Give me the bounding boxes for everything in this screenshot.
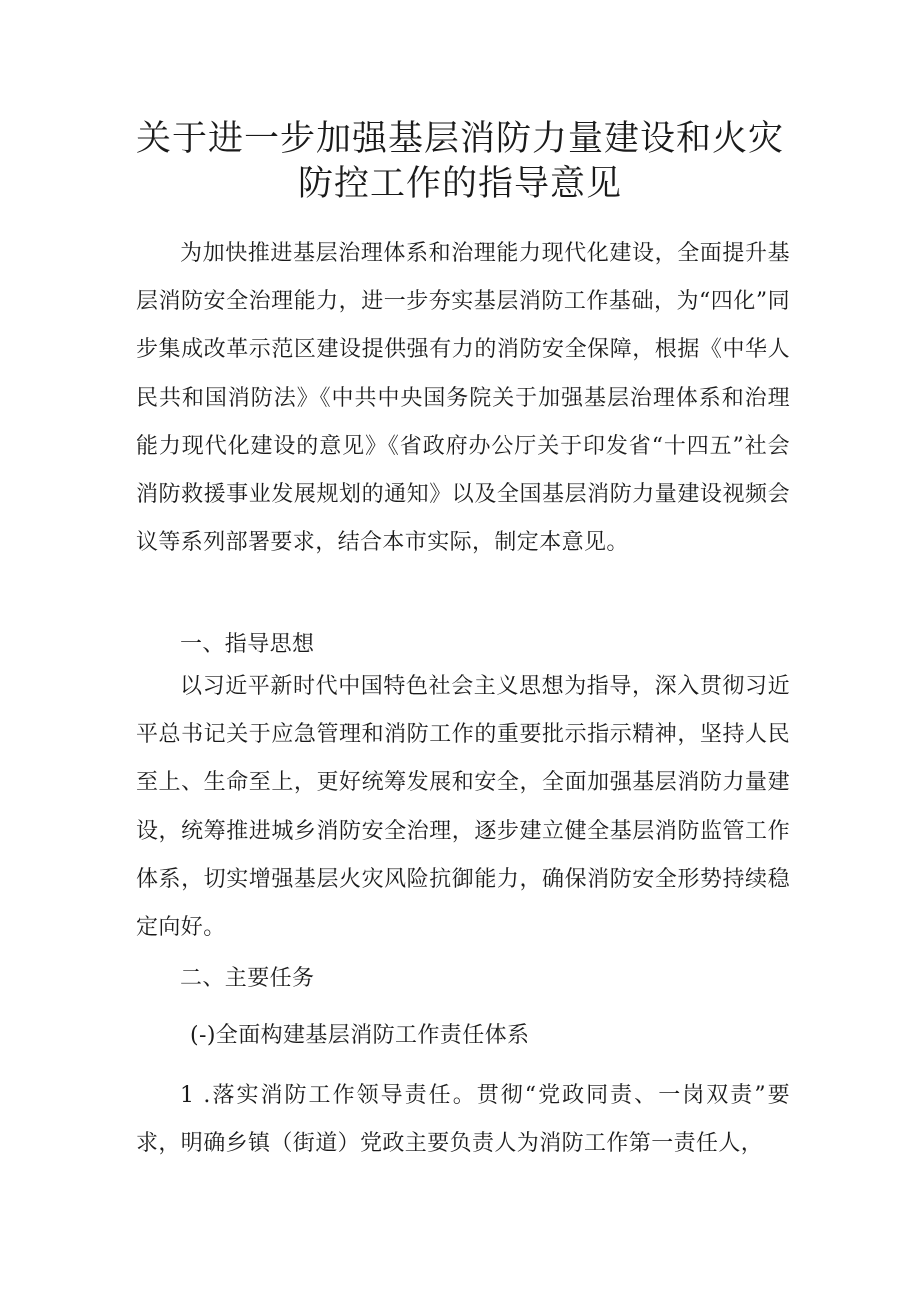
section1-heading: 一、指导思想 (180, 632, 315, 657)
section2-subheading-1: (-)全面构建基层消防工作责任体系 (190, 1023, 530, 1048)
section2-item-1: 1 .落实消防工作领导责任。贯彻“党政同责、一岗双责”要求，明确乡镇（街道）党政主要负责人为消防工作第一责任人， (136, 1083, 790, 1157)
document-title-line2: 防控工作的指导意见 (297, 164, 622, 204)
section1-paragraph: 以习近平新时代中国特色社会主义思想为指导，深入贯彻习近平总书记关于应急管理和消防工作的重要批示指示精神，坚持人民至上、生命至上，更好统筹发展和安全，全面加强基层消防力量建设，统筹推进城乡消防安全治理，逐步建立健全基层消防监管工作体系，切实增强基层火灾风险抗御能力，确保消防安全形势持续稳定向好。 (136, 674, 790, 941)
document-title-line1: 关于进一步加强基层消防力量建设和火灾 (135, 119, 784, 159)
intro-paragraph: 为加快推进基层治理体系和治理能力现代化建设，全面提升基层消防安全治理能力，进一步夯实基层消防工作基础，为“四化”同步集成改革示范区建设提供强有力的消防安全保障，根据《中华人民共和国消防法》《中共中央国务院关于加强基层治理体系和治理能力现代化建设的意见》《省政府办公厅关于印发省“十四五”社会消防救援事业发展规划的通知》以及全国基层消防力量建设视频会议等系列部署要求，结合本市实际，制定本意见。 (136, 241, 790, 556)
section2-heading: 二、主要任务 (180, 966, 315, 991)
